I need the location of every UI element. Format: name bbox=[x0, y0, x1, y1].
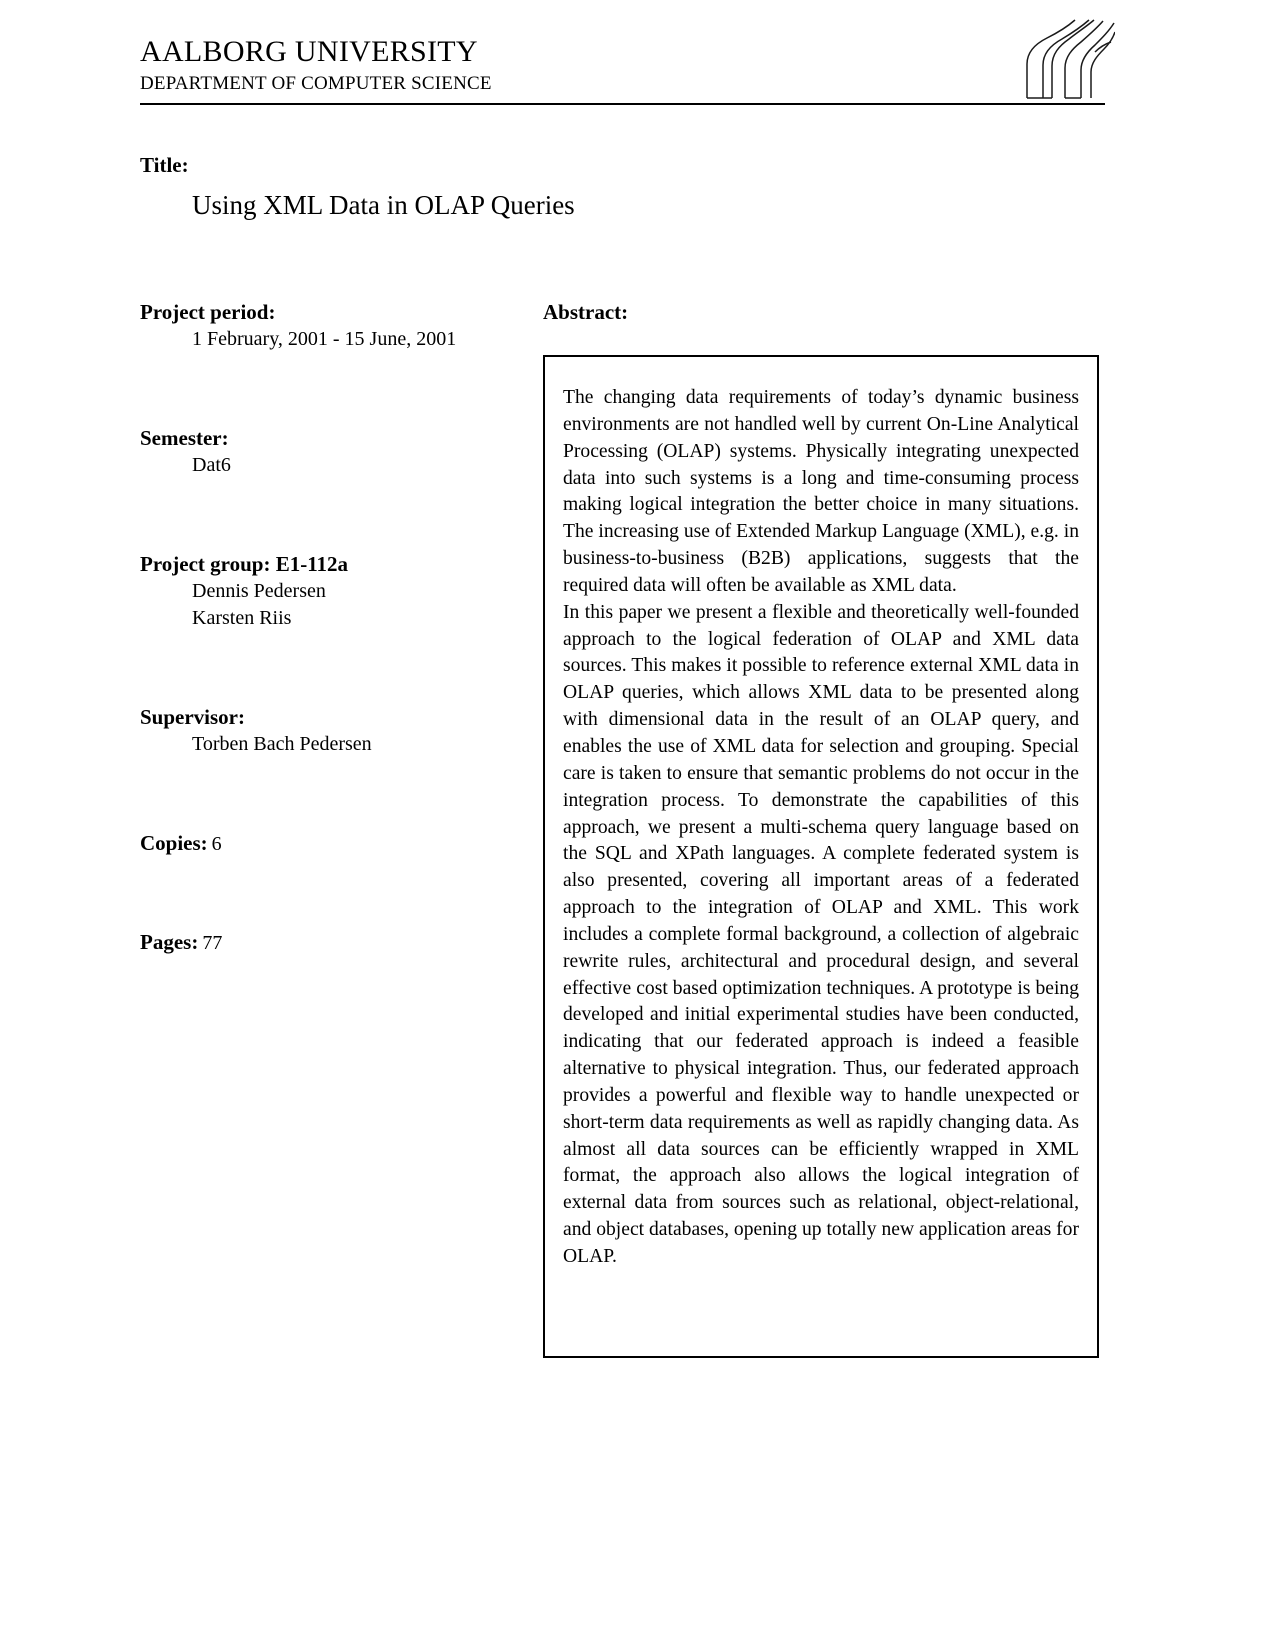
project-period-value: 1 February, 2001 - 15 June, 2001 bbox=[192, 328, 457, 350]
abstract-box bbox=[543, 355, 1099, 1358]
title-section bbox=[140, 152, 1040, 222]
project-period-group bbox=[140, 299, 520, 353]
semester-group bbox=[140, 425, 520, 479]
project-group-group bbox=[140, 551, 520, 632]
copies-value: 6 bbox=[211, 833, 222, 855]
spacer bbox=[140, 632, 520, 704]
aalborg-university-waves-logo-icon bbox=[995, 18, 1115, 100]
abstract-label: Abstract: bbox=[543, 300, 629, 324]
copies-label: Copies: bbox=[140, 831, 208, 855]
supervisor-label: Supervisor: bbox=[140, 705, 245, 729]
project-group-member: Dennis Pedersen bbox=[192, 580, 326, 602]
project-period-label: Project period: bbox=[140, 300, 276, 324]
pages-value: 77 bbox=[202, 932, 223, 954]
metadata-column bbox=[140, 299, 520, 956]
pages-group bbox=[140, 929, 520, 956]
page-header bbox=[140, 34, 1105, 114]
spacer bbox=[140, 353, 520, 425]
university-name: AALBORG UNIVERSITY bbox=[140, 35, 478, 68]
header-divider bbox=[140, 103, 1105, 105]
spacer bbox=[140, 857, 520, 929]
document-title: Using XML Data in OLAP Queries bbox=[192, 190, 575, 220]
spacer bbox=[140, 479, 520, 551]
department-name: DEPARTMENT OF COMPUTER SCIENCE bbox=[140, 73, 492, 94]
supervisor-value: Torben Bach Pedersen bbox=[192, 733, 372, 755]
project-group-member: Karsten Riis bbox=[192, 607, 292, 629]
semester-value: Dat6 bbox=[192, 454, 231, 476]
pages-label: Pages: bbox=[140, 930, 199, 954]
supervisor-group bbox=[140, 704, 520, 758]
abstract-column bbox=[543, 299, 1099, 1358]
abstract-paragraph-2: In this paper we present a flexible and theoretically well-founded approach to the logical federation of OLAP and XML data sources. This makes it possible to reference external XML data in OLAP queries, which allows XML data to be presented along with dimensional data in the result of an OLAP query, and enables the use of XML data for selection and grouping. Special care is taken to ensure that semantic problems do not occur in the integration process. To demonstrate the capabilities of this approach, we present a multi-schema query language based on the SQL and XPath languages. A complete federated system is also presented, covering all important areas of a federated approach to the integration of OLAP and XML. This work includes a complete formal background, a collection of algebraic rewrite rules, architectural and procedural design, and several effective cost based optimization techniques. A prototype is being developed and initial experimental studies have been conducted, indicating that our federated approach is indeed a feasible alternative to physical integration. Thus, our federated approach provides a powerful and flexible way to handle unexpected or short-term data requirements as well as rapidly changing data. As almost all data sources can be efficiently wrapped in XML format, the approach also allows the logical integration of external data from sources such as relational, object-relational, and object databases, opening up totally new application areas for OLAP. bbox=[563, 601, 1079, 1267]
project-group-label: Project group: E1-112a bbox=[140, 552, 349, 576]
title-label: Title: bbox=[140, 153, 189, 177]
copies-group bbox=[140, 830, 520, 857]
semester-label: Semester: bbox=[140, 426, 229, 450]
abstract-paragraph-1: The changing data requirements of today’s dynamic business environments are not handled well by current On-Line Analytical Processing (OLAP) systems. Physically integrating unexpected data into such systems is a long and time-consuming process making logical integration the better choice in many situations. The increasing use of Extended Markup Language (XML), e.g. in business-to-business (B2B) applications, suggests that the required data will often be available as XML data. bbox=[563, 387, 1079, 596]
spacer bbox=[140, 758, 520, 830]
